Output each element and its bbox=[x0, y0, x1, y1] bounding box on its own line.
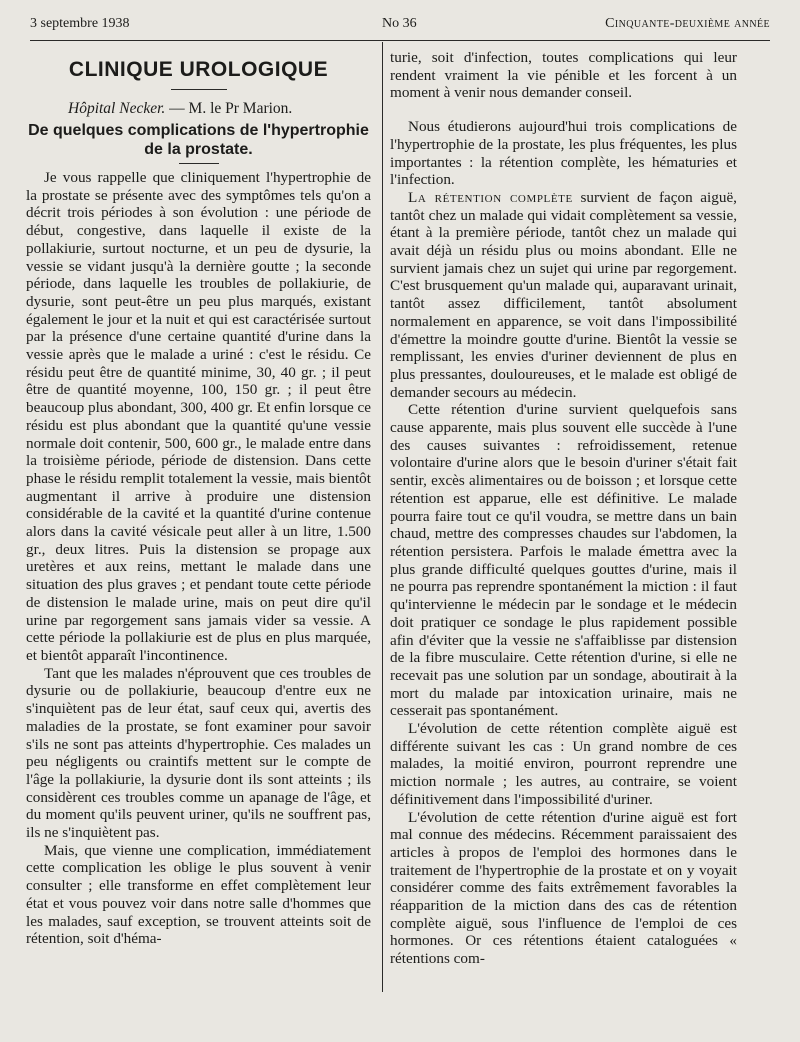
paragraph: Mais, que vienne une complication, immédiatement cette complication les oblige le plus souvent à venir consulter ; elle transforme en effet complètement leur état et vous pouvez voir dans notre salle d'hommes que les malades, sauf exception, se trouvent atteints soit de rétention, soit d'héma- bbox=[26, 841, 371, 948]
paragraph: turie, soit d'infection, toutes complications qui leur rendent vraiment la vie pénible et les forcent à un moment à venir nous demander conseil. bbox=[390, 49, 737, 102]
running-header bbox=[30, 16, 770, 38]
paragraph-body: survient de façon aiguë, tantôt chez un malade qui vidait complètement sa vessie, étant à la première période, tantôt chez un malade qui avait déjà un résidu plus ou moins abondant. Elle ne survient jamais chez un sujet qui urine par regorgement. C'est brusquement qu'un malade qui, auparavant urinait, tantôt assez difficilement, tantôt absolument normalement en apparence, se voit dans l'impossibilité d'émettre la moindre goutte d'urine. Bientôt la vessie se remplissant, les envies d'uriner deviennent de plus en plus pressantes, douloureuses, et le malade est obligé de demander secours au médecin. bbox=[390, 188, 737, 401]
professor-name: — M. le Pr Marion. bbox=[165, 100, 293, 117]
title-rule bbox=[171, 89, 227, 90]
paragraph: L'évolution de cette rétention d'urine aiguë est fort mal connue des médecins. Récemment paraissaient des articles à propos de l'emploi des hormones dans le traitement de l'hypertrophie de la prostate et on y voyait considérer comme des faits extrêmement favorables la réapparition de la miction dans des cas de rétention complète aiguë, sous l'influence de l'emploi de ces hormones. Or ces rétentions étaient cataloguées « rétentions com- bbox=[390, 808, 737, 968]
paragraph: L'évolution de cette rétention complète aiguë est différente suivant les cas : Un grand nombre de ces malades, la moitié environ, pourront reprendre une miction normale ; les autres, au contraire, se voient définitivement dans l'impossibilité d'uriner. bbox=[390, 720, 737, 808]
hospital-name: Hôpital Necker. bbox=[68, 100, 166, 117]
header-rule bbox=[30, 40, 770, 41]
column-divider bbox=[382, 42, 383, 992]
left-column bbox=[26, 58, 371, 948]
paragraph: Tant que les malades n'éprouvent que ces troubles de dysurie ou de pollakiurie, beaucoup d'entre eux ne s'inquiètent pas de leur état, sauf ceux qui, avertis des maladies de la prostate, se font examiner pour savoir s'ils ne sont pas atteints d'hypertrophie. Ces malades un peu négligents ou craintifs mettent sur le compte de l'âge la pollakiurie, la dysurie dont ils sont atteints ; ils considèrent ces troubles comme un apanage de l'âge, et du moment qu'ils peuvent uriner, qu'ils ne souffrent pas, ils ne s'inquiètent pas. bbox=[26, 664, 371, 842]
issue-date: 3 septembre 1938 bbox=[30, 16, 130, 31]
section-title: CLINIQUE UROLOGIQUE bbox=[68, 58, 329, 81]
publication-year: Cinquante-deuxième année bbox=[605, 16, 770, 31]
paragraph bbox=[390, 189, 737, 401]
paragraph: Je vous rappelle que cliniquement l'hypertrophie de la prostate se présente avec des symptômes tels qu'on a décrit trois périodes à son évolution : une période de début, congestive, dans laquelle il existe de la pollakiurie, surtout nocturne, et un peu de dysurie, la vessie se vidant jusqu'à la dernière goutte ; la seconde période, dans laquelle les troubles de pollakiurie, de dysurie, sont peut-être un peu plus marqués, existant également le jour et la nuit et qui est caractérisée surtout par la présence d'une certaine quantité d'urine dans la vessie après que le malade a uriné : c'est le résidu. Ce résidu peut être de quantité minime, 30, 40 gr. ; il peut être de quantité moyenne, 100, 150 gr. ; il peut être beaucoup plus abondant, 300, 400 gr. Et enfin lorsque ce résidu est plus abondant que la quantité qu'une vessie normale doit contenir, 500, 600 gr., le malade entre dans la troisième période, période de distension. Dans cette phase le résidu remplit totalement la vessie, mais bientôt augmentant il arrive à produire une distension considérable de la cavité et la quantité d'urine contenue alors dans la cavité vésicale peut aller à un litre, 1.500 gr., deux litres. Puis la distension se propage aux uretères et aux reins, mettant le malade dans une situation des plus graves ; et pendant toute cette période de distension le malade urine, mais on peut dire qu'il urine par regorgement sans jamais vider sa vessie. A cette période la pollakiurie est de plus en plus marquée, et bientôt apparaît l'incontinence. bbox=[26, 169, 372, 664]
article-title: De quelques complications de l'hypertrophie de la prostate. bbox=[28, 122, 369, 158]
hospital-line bbox=[26, 100, 371, 118]
paragraph: Cette rétention d'urine survient quelquefois sans cause apparente, mais plus souvent elle succède à l'une des causes suivantes : refroidissement, retenue volontaire d'urine alors que le besoin d'uriner s'était fait sentir, excès alimentaires ou de boisson ; et lorsque cette rétention est apparue, elle est définitive. Le malade pourra faire tout ce qu'il voudra, se mettre dans un bain chaud, mettre des compresses chaudes sur l'abdomen, la rétention persistera. Parfois le malade émettra avec la plus grande difficulté quelques gouttes d'urine, mais il ne pourra pas reprendre spontanément la miction : il faut qu'intervienne le médecin par le sondage et le médecin doit pratiquer ce sondage le plus rapidement possible afin d'éviter que la vessie ne s'affaiblisse par distension de la fibre musculaire. Cette rétention d'urine, si elle ne recevait pas une solution par un sondage, aboutirait à la mort du malade par intoxication urinaire, mais ne cesserait pas spontanément. bbox=[390, 401, 737, 720]
paragraph-lead: La rétention complète bbox=[408, 188, 573, 206]
subtitle-rule bbox=[179, 163, 219, 164]
issue-number: No 36 bbox=[382, 16, 417, 31]
paragraph: Nous étudierons aujourd'hui trois complications de l'hypertrophie de la prostate, les plus fréquentes, les plus importantes : la rétention complète, les hématuries et l'infection. bbox=[390, 118, 737, 189]
right-column bbox=[390, 49, 737, 968]
paragraph-gap bbox=[390, 102, 737, 118]
